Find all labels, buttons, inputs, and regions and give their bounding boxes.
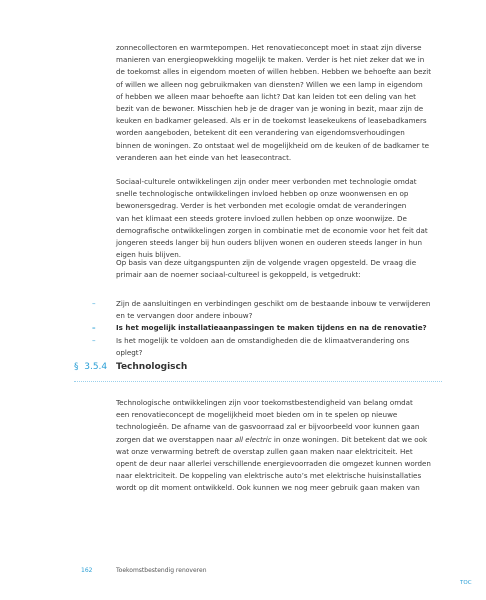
dash-marker: – (92, 299, 96, 308)
text-line: keuken en badkamer geleased. Als er in de toekomst leasekeukens of leasebadkamers (116, 116, 427, 126)
paragraph-4 (116, 397, 441, 495)
text-line: opent de deur naar allerlei verschillende energievoorraden die omgezet kunnen worden (116, 458, 431, 468)
text-line: Sociaal-culturele ontwikkelingen zijn onder meer verbonden met technologie omdat (116, 177, 417, 186)
text-line: Is het mogelijk installatieaanpassingen te maken tijdens en na de renovatie? (116, 323, 427, 333)
text-segment: in onze woningen. Dit betekent dat we ook (271, 434, 428, 444)
text-line: manieren van energieopwekking mogelijk te maken. Verder is het niet zeker dat we in (116, 55, 425, 65)
text-line: bezit van de bewoner. Misschien heb je de drager van je woning in bezit, maar zijn de (116, 103, 424, 113)
text-line: binnen de woningen. Zo ontstaat wel de mogelijkheid om de keuken of de badkamer te (116, 140, 430, 150)
text-line: veranderen aan het einde van het leasecontract. (116, 152, 292, 162)
section-divider (74, 381, 442, 382)
text-line: technologieën. De afname van de gasvoorraad zal er bijvoorbeeld voor kunnen gaan (116, 422, 420, 432)
text-line: primair aan de noemer sociaal-cultureel is gekoppeld, is vetgedrukt: (116, 270, 361, 280)
text-line: Op basis van deze uitgangspunten zijn de volgende vragen opgesteld. De vraag die (116, 258, 417, 267)
text-line: naar elektriciteit. De koppeling van elektrische auto’s met elektrische huisinstallaties (116, 471, 422, 481)
page-number: 162 (81, 567, 93, 574)
text-line: worden aangeboden, betekent dit een verandering van eigendomsverhoudingen (116, 128, 405, 138)
text-line: jongeren steeds langer bij hun ouders blijven wonen en ouderen steeds langer in hun (116, 237, 422, 247)
text-line: oplegt? (116, 347, 143, 357)
text-line: of willen we alleen nog gebruikmaken van diensten? Willen we een lamp in eigendom (116, 79, 423, 89)
italic-term: all electric (234, 434, 272, 444)
paragraph-1 (116, 42, 441, 164)
text-line: de toekomst alles in eigendom moeten of willen hebben. Hebben we behoefte aan bezit (116, 67, 432, 77)
section-number-value: 3.5.4 (84, 362, 108, 372)
question-list (92, 298, 442, 359)
text-line: wordt op dit moment ontwikkeld. Ook kunnen we nog meer gebruik gaan maken van (116, 483, 420, 493)
list-item (92, 335, 442, 359)
dash-marker: – (92, 335, 96, 345)
text-line: of hebben we alleen maar behoefte aan licht? Dat kan leiden tot een deling van het (116, 91, 416, 101)
section-title: Technologisch (116, 362, 188, 372)
text-line: zonnecollectoren en warmtepompen. Het renovatieconcept moet in staat zijn diverse (116, 43, 422, 52)
text-line: Technologische ontwikkelingen zijn voor toekomstbestendigheid van belang omdat (116, 398, 413, 407)
footer-title: Toekomstbestendig renoveren (116, 567, 207, 574)
section-number (74, 362, 107, 372)
text-line: en te vervangen door andere inbouw? (116, 311, 253, 321)
toc-link[interactable]: TOC (460, 580, 472, 586)
list-item-highlighted (92, 322, 442, 334)
text-line: demografische ontwikkelingen zorgen in combinatie met de economie voor het feit dat (116, 225, 428, 235)
text-line: Zijn de aansluitingen en verbindingen geschikt om de bestaande inbouw te verwijderen (116, 299, 431, 308)
text-line: snelle technologische ontwikkelingen invloed hebben op onze woonwensen en op (116, 189, 409, 199)
text-line: van het klimaat een steeds grotere invloed zullen hebben op onze woonwijze. De (116, 213, 407, 223)
text-segment: zorgen dat we overstappen naar (116, 434, 235, 444)
list-item (92, 298, 442, 322)
text-line: wat onze verwarming betreft de overstap zullen gaan maken naar elektriciteit. Het (116, 446, 413, 456)
text-line (116, 434, 441, 446)
section-symbol: § (74, 362, 79, 372)
text-line: een renovatieconcept de mogelijkheid moet bieden om in te spelen op nieuwe (116, 410, 398, 420)
paragraph-2 (116, 176, 441, 261)
paragraph-3 (116, 257, 441, 281)
text-line: Is het mogelijk te voldoen aan de omstandigheden die de klimaatverandering ons (116, 335, 410, 345)
dash-marker: – (92, 323, 96, 333)
text-line: eigen huis blijven. (116, 250, 182, 260)
text-line: bewonersgedrag. Verder is het verbonden met ecologie omdat de veranderingen (116, 201, 407, 211)
